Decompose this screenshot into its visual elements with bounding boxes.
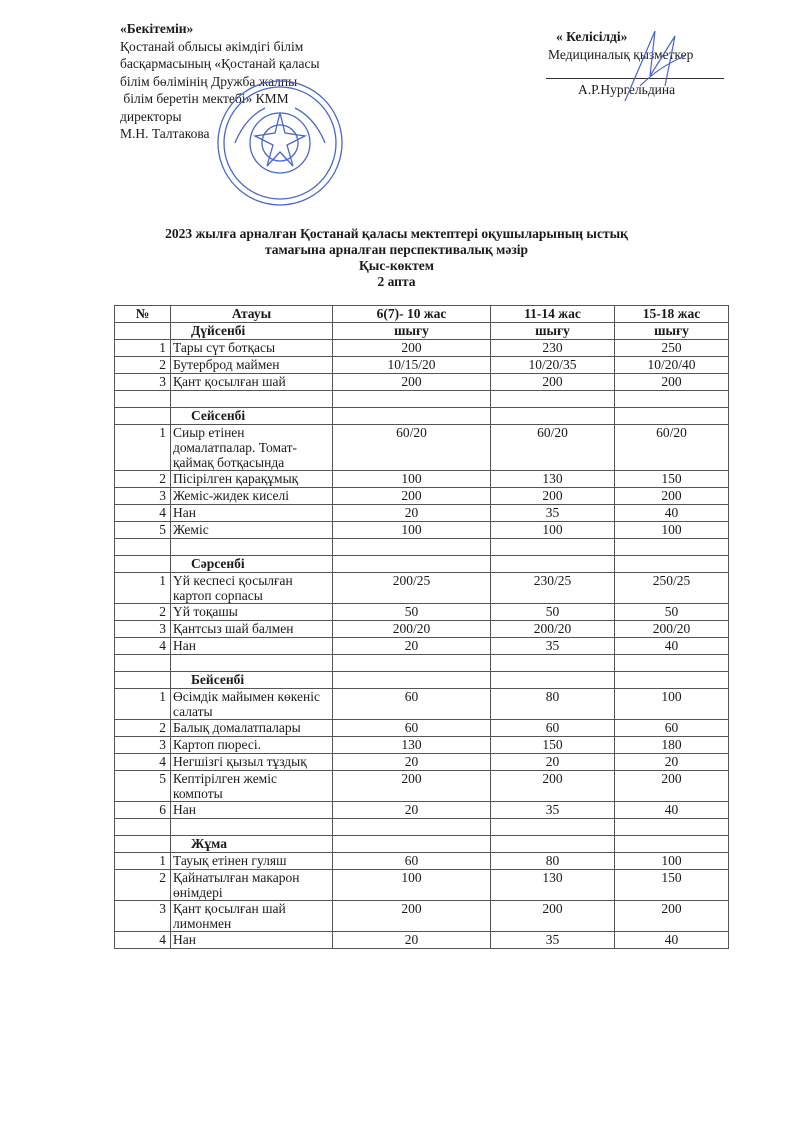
- portion-value: 200/20: [491, 621, 615, 638]
- yield-label: [491, 556, 615, 573]
- table-row: [115, 720, 729, 737]
- empty-cell: [171, 539, 333, 556]
- handwritten-signature-icon: [620, 26, 690, 106]
- portion-value: 150: [615, 870, 729, 901]
- day-row: [115, 408, 729, 425]
- agreement-heading: « Келісілді»: [556, 29, 628, 44]
- item-number: 4: [115, 505, 171, 522]
- item-number: 2: [115, 720, 171, 737]
- week-label: 2 апта: [377, 274, 416, 289]
- portion-value: 50: [615, 604, 729, 621]
- yield-label: [333, 672, 491, 689]
- item-number: 6: [115, 802, 171, 819]
- portion-value: 230: [491, 340, 615, 357]
- spacer-row: [115, 819, 729, 836]
- approval-line: басқармасының «Қостанай қаласы: [120, 56, 320, 71]
- yield-label: [615, 836, 729, 853]
- item-number: 3: [115, 488, 171, 505]
- table-row: [115, 505, 729, 522]
- empty-cell: [491, 391, 615, 408]
- portion-value: 200: [491, 488, 615, 505]
- dish-name: Қантсыз шай балмен: [171, 621, 333, 638]
- portion-value: 20: [333, 754, 491, 771]
- dish-name: Нан: [171, 932, 333, 949]
- portion-value: 40: [615, 802, 729, 819]
- day-name: Дүйсенбі: [171, 323, 333, 340]
- yield-label: шығу: [333, 323, 491, 340]
- yield-label: [615, 672, 729, 689]
- table-row: [115, 604, 729, 621]
- empty-cell: [615, 819, 729, 836]
- season-label: Қыс-көктем: [359, 258, 434, 273]
- table-row: [115, 870, 729, 901]
- item-number: 5: [115, 522, 171, 539]
- dish-name: Жеміс-жидек киселі: [171, 488, 333, 505]
- portion-value: 20: [333, 802, 491, 819]
- empty-cell: [491, 655, 615, 672]
- table-row: [115, 853, 729, 870]
- empty-cell: [333, 655, 491, 672]
- portion-value: 60: [333, 689, 491, 720]
- table-row: [115, 802, 729, 819]
- dish-name: Жеміс: [171, 522, 333, 539]
- portion-value: 80: [491, 689, 615, 720]
- empty-cell: [333, 539, 491, 556]
- title-line: 2023 жылға арналған Қостанай қаласы мектептері оқушыларының ыстық: [165, 226, 628, 241]
- number-header: №: [115, 306, 171, 323]
- portion-value: 200: [333, 771, 491, 802]
- yield-label: [333, 556, 491, 573]
- table-row: [115, 754, 729, 771]
- portion-value: 200: [615, 374, 729, 391]
- yield-label: [491, 408, 615, 425]
- empty-cell: [115, 672, 171, 689]
- dish-name: Балық домалатпалары: [171, 720, 333, 737]
- day-name: Бейсенбі: [171, 672, 333, 689]
- document-title: [0, 226, 793, 290]
- day-name: Сәрсенбі: [171, 556, 333, 573]
- dish-name: Нан: [171, 505, 333, 522]
- empty-cell: [115, 323, 171, 340]
- portion-value: 60/20: [333, 425, 491, 471]
- empty-cell: [115, 556, 171, 573]
- empty-cell: [615, 391, 729, 408]
- day-row: [115, 323, 729, 340]
- table-row: [115, 340, 729, 357]
- item-number: 4: [115, 754, 171, 771]
- empty-cell: [115, 408, 171, 425]
- portion-value: 20: [333, 932, 491, 949]
- item-number: 1: [115, 340, 171, 357]
- approval-line: Қостанай облысы әкімдігі білім: [120, 38, 304, 54]
- empty-cell: [115, 539, 171, 556]
- table-header-row: [115, 306, 729, 323]
- yield-label: [333, 408, 491, 425]
- item-number: 3: [115, 901, 171, 932]
- dish-name: Кептірілген жеміс компоты: [171, 771, 333, 802]
- item-number: 1: [115, 689, 171, 720]
- empty-cell: [115, 391, 171, 408]
- portion-value: 20: [615, 754, 729, 771]
- portion-value: 35: [491, 802, 615, 819]
- portion-value: 35: [491, 638, 615, 655]
- portion-value: 200: [333, 901, 491, 932]
- table-row: [115, 737, 729, 754]
- yield-label: [615, 556, 729, 573]
- dish-name: Қант қосылған шай лимонмен: [171, 901, 333, 932]
- table-row: [115, 638, 729, 655]
- day-row: [115, 556, 729, 573]
- agreement-role: Медициналық қызметкер: [548, 47, 694, 62]
- dish-name: Бутерброд маймен: [171, 357, 333, 374]
- age-15-18-header: 15-18 жас: [615, 306, 729, 323]
- empty-cell: [333, 391, 491, 408]
- dish-name: Негшізгі қызыл тұздық: [171, 754, 333, 771]
- item-number: 2: [115, 870, 171, 901]
- item-number: 1: [115, 853, 171, 870]
- empty-cell: [615, 539, 729, 556]
- portion-value: 100: [615, 689, 729, 720]
- official-seal-icon: [215, 78, 345, 208]
- item-number: 2: [115, 357, 171, 374]
- portion-value: 20: [333, 638, 491, 655]
- item-number: 3: [115, 737, 171, 754]
- dish-name: Нан: [171, 638, 333, 655]
- item-number: 1: [115, 573, 171, 604]
- portion-value: 200: [333, 488, 491, 505]
- item-number: 4: [115, 638, 171, 655]
- item-number: 4: [115, 932, 171, 949]
- portion-value: 10/15/20: [333, 357, 491, 374]
- portion-value: 60/20: [491, 425, 615, 471]
- age-6-10-header: 6(7)- 10 жас: [333, 306, 491, 323]
- table-row: [115, 689, 729, 720]
- item-number: 1: [115, 425, 171, 471]
- portion-value: 100: [491, 522, 615, 539]
- dish-name: Үй кеспесі қосылған картоп сорпасы: [171, 573, 333, 604]
- dish-name: Тары сүт ботқасы: [171, 340, 333, 357]
- approval-signer: М.Н. Талтакова: [120, 126, 210, 141]
- day-name: Сейсенбі: [171, 408, 333, 425]
- portion-value: 35: [491, 932, 615, 949]
- empty-cell: [115, 655, 171, 672]
- portion-value: 50: [491, 604, 615, 621]
- dish-name: Өсімдік майымен көкеніс салаты: [171, 689, 333, 720]
- dish-name: Пісірілген қарақұмық: [171, 471, 333, 488]
- yield-label: шығу: [491, 323, 615, 340]
- empty-cell: [171, 819, 333, 836]
- table-row: [115, 357, 729, 374]
- spacer-row: [115, 655, 729, 672]
- portion-value: 40: [615, 932, 729, 949]
- portion-value: 250: [615, 340, 729, 357]
- portion-value: 60: [491, 720, 615, 737]
- portion-value: 200: [491, 771, 615, 802]
- portion-value: 60/20: [615, 425, 729, 471]
- portion-value: 20: [491, 754, 615, 771]
- portion-value: 130: [491, 471, 615, 488]
- portion-value: 50: [333, 604, 491, 621]
- approval-heading: «Бекітемін»: [120, 21, 194, 36]
- portion-value: 200: [491, 901, 615, 932]
- table-row: [115, 471, 729, 488]
- portion-value: 10/20/40: [615, 357, 729, 374]
- portion-value: 130: [491, 870, 615, 901]
- approval-line: білім бөлімінің Дружба жалпы: [120, 73, 298, 89]
- item-number: 5: [115, 771, 171, 802]
- day-row: [115, 672, 729, 689]
- portion-value: 200: [333, 374, 491, 391]
- table-row: [115, 621, 729, 638]
- portion-value: 100: [333, 522, 491, 539]
- portion-value: 100: [333, 471, 491, 488]
- empty-cell: [615, 655, 729, 672]
- yield-label: [491, 672, 615, 689]
- approval-line: директоры: [120, 108, 182, 124]
- table-row: [115, 374, 729, 391]
- empty-cell: [115, 836, 171, 853]
- spacer-row: [115, 391, 729, 408]
- table-row: [115, 573, 729, 604]
- age-11-14-header: 11-14 жас: [491, 306, 615, 323]
- portion-value: 60: [333, 720, 491, 737]
- approval-line: білім беретін мектебі» КММ: [120, 91, 289, 106]
- portion-value: 150: [491, 737, 615, 754]
- day-name: Жұма: [171, 836, 333, 853]
- portion-value: 10/20/35: [491, 357, 615, 374]
- spacer-row: [115, 539, 729, 556]
- portion-value: 100: [615, 522, 729, 539]
- table-row: [115, 425, 729, 471]
- portion-value: 100: [333, 870, 491, 901]
- menu-table: [114, 305, 729, 949]
- portion-value: 60: [615, 720, 729, 737]
- empty-cell: [171, 391, 333, 408]
- day-row: [115, 836, 729, 853]
- portion-value: 200/20: [333, 621, 491, 638]
- portion-value: 200: [333, 340, 491, 357]
- portion-value: 180: [615, 737, 729, 754]
- empty-cell: [491, 819, 615, 836]
- dish-name: Картоп пюресі.: [171, 737, 333, 754]
- table-row: [115, 932, 729, 949]
- portion-value: 35: [491, 505, 615, 522]
- dish-name: Қайнатылған макарон өнімдері: [171, 870, 333, 901]
- portion-value: 200/20: [615, 621, 729, 638]
- item-number: 3: [115, 621, 171, 638]
- empty-cell: [491, 539, 615, 556]
- item-number: 2: [115, 471, 171, 488]
- portion-value: 60: [333, 853, 491, 870]
- table-row: [115, 901, 729, 932]
- empty-cell: [115, 819, 171, 836]
- portion-value: 200: [615, 901, 729, 932]
- yield-label: шығу: [615, 323, 729, 340]
- dish-name: Нан: [171, 802, 333, 819]
- item-number: 3: [115, 374, 171, 391]
- dish-name: Сиыр етінен домалатпалар. Томат-қаймақ ботқасында: [171, 425, 333, 471]
- empty-cell: [171, 655, 333, 672]
- portion-value: 230/25: [491, 573, 615, 604]
- portion-value: 200: [615, 488, 729, 505]
- dish-name: Тауық етінен гуляш: [171, 853, 333, 870]
- table-row: [115, 488, 729, 505]
- portion-value: 150: [615, 471, 729, 488]
- dish-name: Үй тоқашы: [171, 604, 333, 621]
- portion-value: 200/25: [333, 573, 491, 604]
- table-row: [115, 771, 729, 802]
- empty-cell: [333, 819, 491, 836]
- portion-value: 20: [333, 505, 491, 522]
- portion-value: 130: [333, 737, 491, 754]
- name-header: Атауы: [171, 306, 333, 323]
- portion-value: 40: [615, 505, 729, 522]
- yield-label: [333, 836, 491, 853]
- portion-value: 250/25: [615, 573, 729, 604]
- agreement-name: А.Р.Нургельдина: [578, 82, 676, 97]
- yield-label: [615, 408, 729, 425]
- table-row: [115, 522, 729, 539]
- portion-value: 200: [615, 771, 729, 802]
- portion-value: 40: [615, 638, 729, 655]
- portion-value: 100: [615, 853, 729, 870]
- dish-name: Қант қосылған шай: [171, 374, 333, 391]
- title-line: тамағына арналған перспективалық мәзір: [264, 242, 528, 257]
- item-number: 2: [115, 604, 171, 621]
- portion-value: 80: [491, 853, 615, 870]
- portion-value: 200: [491, 374, 615, 391]
- yield-label: [491, 836, 615, 853]
